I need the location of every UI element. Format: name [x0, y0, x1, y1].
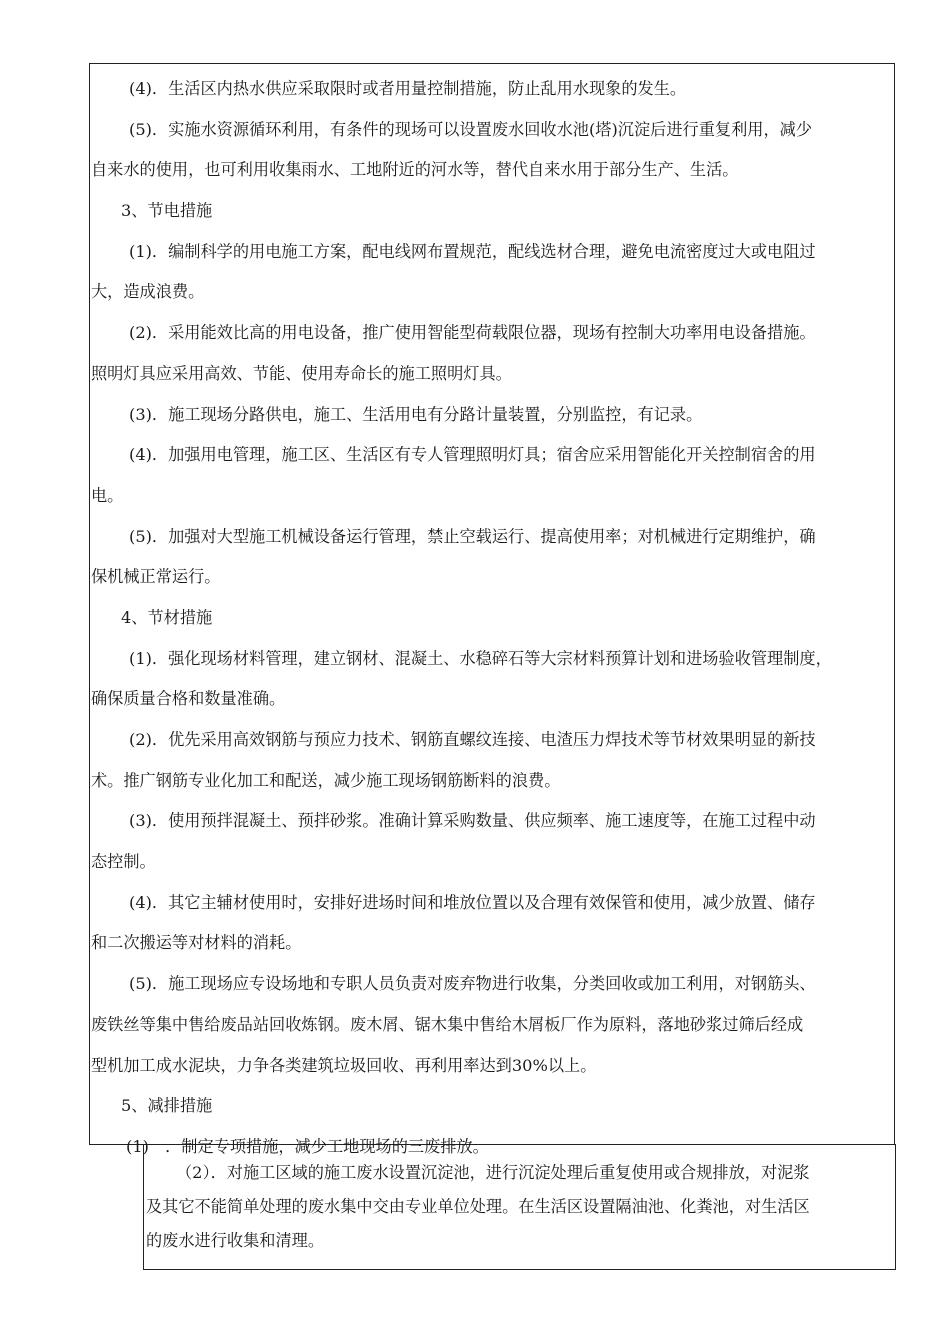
paragraph-mat-3-cont: 态控制。: [91, 852, 156, 872]
paragraph-mat-5: (5)．施工现场应专设场地和专职人员负责对废弃物进行收集，分类回收或加工利用，对钢筋头、: [129, 974, 816, 994]
paragraph-mat-5-cont: 废铁丝等集中售给废品站回收炼钢。废木屑、锯木集中售给木屑板厂作为原料，落地砂浆过筛后经成: [91, 1014, 804, 1034]
paragraph-emis-2-cont: 及其它不能简单处理的废水集中交由专业单位处理。在生活区设置隔油池、化粪池，对生活区: [146, 1197, 810, 1216]
paragraph-elec-4: (4)．加强用电管理，施工区、生活区有专人管理照明灯具；宿舍应采用智能化开关控制宿舍的用: [129, 445, 816, 465]
paragraph-mat-2: (2)．优先采用高效钢筋与预应力技术、钢筋直螺纹连接、电渣压力焊技术等节材效果明显的新技: [129, 730, 816, 749]
paragraph-water-5-cont: 自来水的使用，也可利用收集雨水、工地附近的河水等，替代自来水用于部分生产、生活。: [91, 160, 739, 180]
paragraph-elec-4-cont: 电。: [91, 485, 124, 505]
paragraph-elec-2-cont: 照明灯具应采用高效、节能、使用寿命长的施工照明灯具。: [91, 363, 512, 383]
paragraph-emis-1: (1) ．制定专项措施，减少工地现场的三废排放。: [126, 1136, 489, 1156]
paragraph-mat-4: (4)．其它主辅材使用时，安排好进场时间和堆放位置以及合理有效保管和使用，减少放置、储存: [129, 892, 816, 912]
paragraph-water-5: (5)．实施水资源循环利用，有条件的现场可以设置废水回收水池(塔)沉淀后进行重复利用，减少: [129, 119, 813, 139]
heading-emissions: 5、减排措施: [121, 1096, 213, 1116]
paragraph-mat-1: (1)．强化现场材料管理，建立钢材、混凝土、水稳碎石等大宗材料预算计划和进场验收管理制度，: [129, 648, 832, 668]
paragraph-mat-3: (3)．使用预拌混凝土、预拌砂浆。准确计算采购数量、供应频率、施工速度等，在施工过程中动: [129, 811, 816, 831]
paragraph-mat-4-cont: 和二次搬运等对材料的消耗。: [91, 933, 302, 953]
paragraph-elec-5-cont: 保机械正常运行。: [91, 567, 221, 587]
paragraph-emis-2-cont2: 的废水进行收集和清理。: [146, 1231, 325, 1250]
paragraph-elec-1: (1)．编制科学的用电施工方案，配电线网布置规范，配线选材合理，避免电流密度过大或电阻过: [129, 241, 816, 261]
heading-materials: 4、节材措施: [121, 607, 213, 627]
document-body-lower: [146, 1159, 894, 1261]
paragraph-elec-5: (5)．加强对大型施工机械设备运行管理，禁止空载运行、提高使用率；对机械进行定期维护，确: [129, 526, 816, 546]
heading-electricity: 3、节电措施: [121, 201, 213, 221]
paragraph-mat-2-cont: 术。推广钢筋专业化加工和配送，减少施工现场钢筋断料的浪费。: [91, 770, 561, 790]
paragraph-mat-5-cont2: 型机加工成水泥块，力争各类建筑垃圾回收、再利用率达到30%以上。: [91, 1055, 597, 1075]
paragraph-mat-1-cont: 确保质量合格和数量准确。: [91, 689, 286, 709]
document-body: [91, 75, 894, 1174]
paragraph-water-4: (4)．生活区内热水供应采取限时或者用量控制措施，防止乱用水现象的发生。: [129, 79, 687, 98]
paragraph-elec-1-cont: 大，造成浪费。: [91, 282, 205, 302]
paragraph-emis-2: （2）．对施工区域的施工废水设置沉淀池，进行沉淀处理后重复使用或合规排放，对泥浆: [176, 1163, 810, 1182]
paragraph-elec-3: (3)．施工现场分路供电，施工、生活用电有分路计量装置，分别监控，有记录。: [129, 404, 703, 424]
paragraph-elec-2: (2)．采用能效比高的用电设备，推广使用智能型荷载限位器，现场有控制大功率用电设备措施。: [129, 323, 816, 343]
